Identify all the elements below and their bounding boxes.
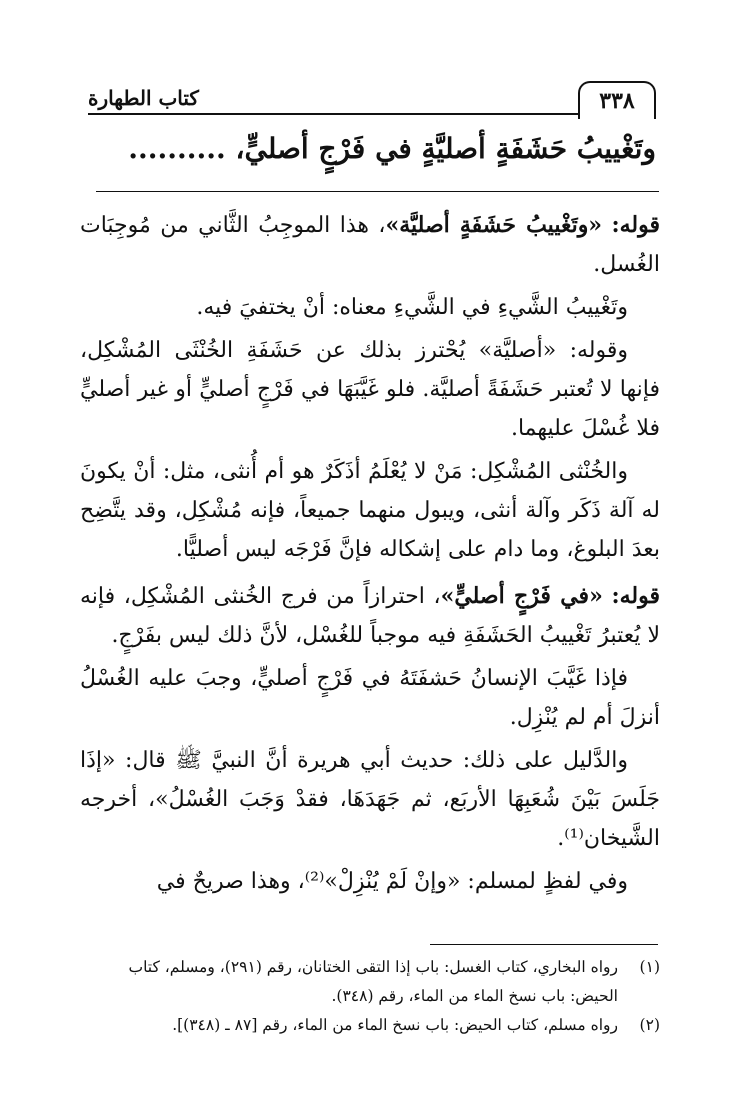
footnote-text: رواه مسلم، كتاب الحيض: باب نسخ الماء من الماء، رقم [٨٧ ـ (٣٤٨)]. xyxy=(172,1016,618,1034)
matn-rule xyxy=(96,191,659,192)
footnotes xyxy=(80,953,660,1040)
footnote-text: رواه البخاري، كتاب الغسل: باب إذا التقى الختانان، رقم (٢٩١)، ومسلم، كتاب الحيض: باب نسخ الماء من الماء، رقم (٣٤٨). xyxy=(128,958,618,1005)
running-header-title: كتاب الطهارة xyxy=(88,86,199,110)
quoted-matn: «وتَغْييبُ حَشَفَةٍ أصليَّة» xyxy=(385,212,603,238)
paragraph-2: وتَغْييبُ الشَّيءِ في الشَّيءِ معناه: أنْ يختفيَ فيه. xyxy=(196,295,628,320)
footnote-number: (١) xyxy=(639,958,660,976)
paragraph-6: فإذا غَيَّبَ الإنسانُ حَشفَتَهُ في فَرْجٍ أصليٍّ، وجبَ عليه الغُسْلُ أنزلَ أم لم يُنْزِل. xyxy=(80,666,660,730)
paragraph-7: والدَّليل على ذلك: حديث أبي هريرة أنَّ النبيَّ ﷺ قال: «إذَا جَلَسَ بَيْنَ شُعَبِهَا الأربَع، ثم جَهَدَهَا، فقدْ وَجَبَ الغُسْلُ»، أخرجه الشَّيخان⁽¹⁾. xyxy=(80,748,660,851)
page-number: ٣٣٨ xyxy=(578,81,656,119)
paragraph-1-text: ، هذا الموجِبُ الثَّاني من مُوجِبَات الغُسل. xyxy=(80,213,660,277)
paragraph-8: وفي لفظٍ لمسلم: «وإنْ لَمْ يُنْزِلْ»⁽²⁾، وهذا صريحٌ في xyxy=(156,869,628,894)
header-rule xyxy=(88,113,654,115)
paragraph-3: وقوله: «أصليَّة» يُحْترز بذلك عن حَشَفَةِ الخُنْثَى المُشْكِل، فإنها لا تُعتبر حَشَفَةً أصليَّة. فلو غَيَّبَهَا في فَرْجٍ أصليٍّ أو غير أصليٍّ فلا غُسْلَ عليهما. xyxy=(80,338,660,441)
matn-text: وتَغْييبُ حَشَفَةٍ أصليَّةٍ في فَرْجٍ أصليٍّ، .......... xyxy=(128,132,656,165)
qawl-label: قوله: xyxy=(611,212,660,238)
commentary-body xyxy=(80,202,660,905)
paragraph-1 xyxy=(80,202,660,284)
footnote-1 xyxy=(80,953,660,1011)
footnote-number: (٢) xyxy=(639,1016,660,1034)
paragraph-5-text: ، احترازاً من فرج الخُنثى المُشْكِل، فإنه لا يُعتبرُ تَغْييبُ الحَشَفَةِ فيه موجباً للغُسْل، لأنَّ ذلك ليس بفَرْجٍ. xyxy=(80,584,660,648)
paragraph-5 xyxy=(80,573,660,655)
footnote-rule xyxy=(430,944,658,945)
footnote-2 xyxy=(80,1011,660,1040)
qawl-label: قوله: xyxy=(611,583,660,609)
paragraph-4: والخُنْثى المُشْكِل: مَنْ لا يُعْلَمُ أذَكَرٌ هو أم أُنثى، مثل: أنْ يكونَ له آلة ذَكَر وآلة أنثى، ويبول منهما جميعاً، فإنه مُشْكِل، وقد يتَّضِح بعدَ البلوغ، وما دام على إشكاله فإنَّ فَرْجَه ليس أصليًّا. xyxy=(80,459,660,562)
quoted-matn: «في فَرْجٍ أصليٍّ» xyxy=(440,583,603,609)
